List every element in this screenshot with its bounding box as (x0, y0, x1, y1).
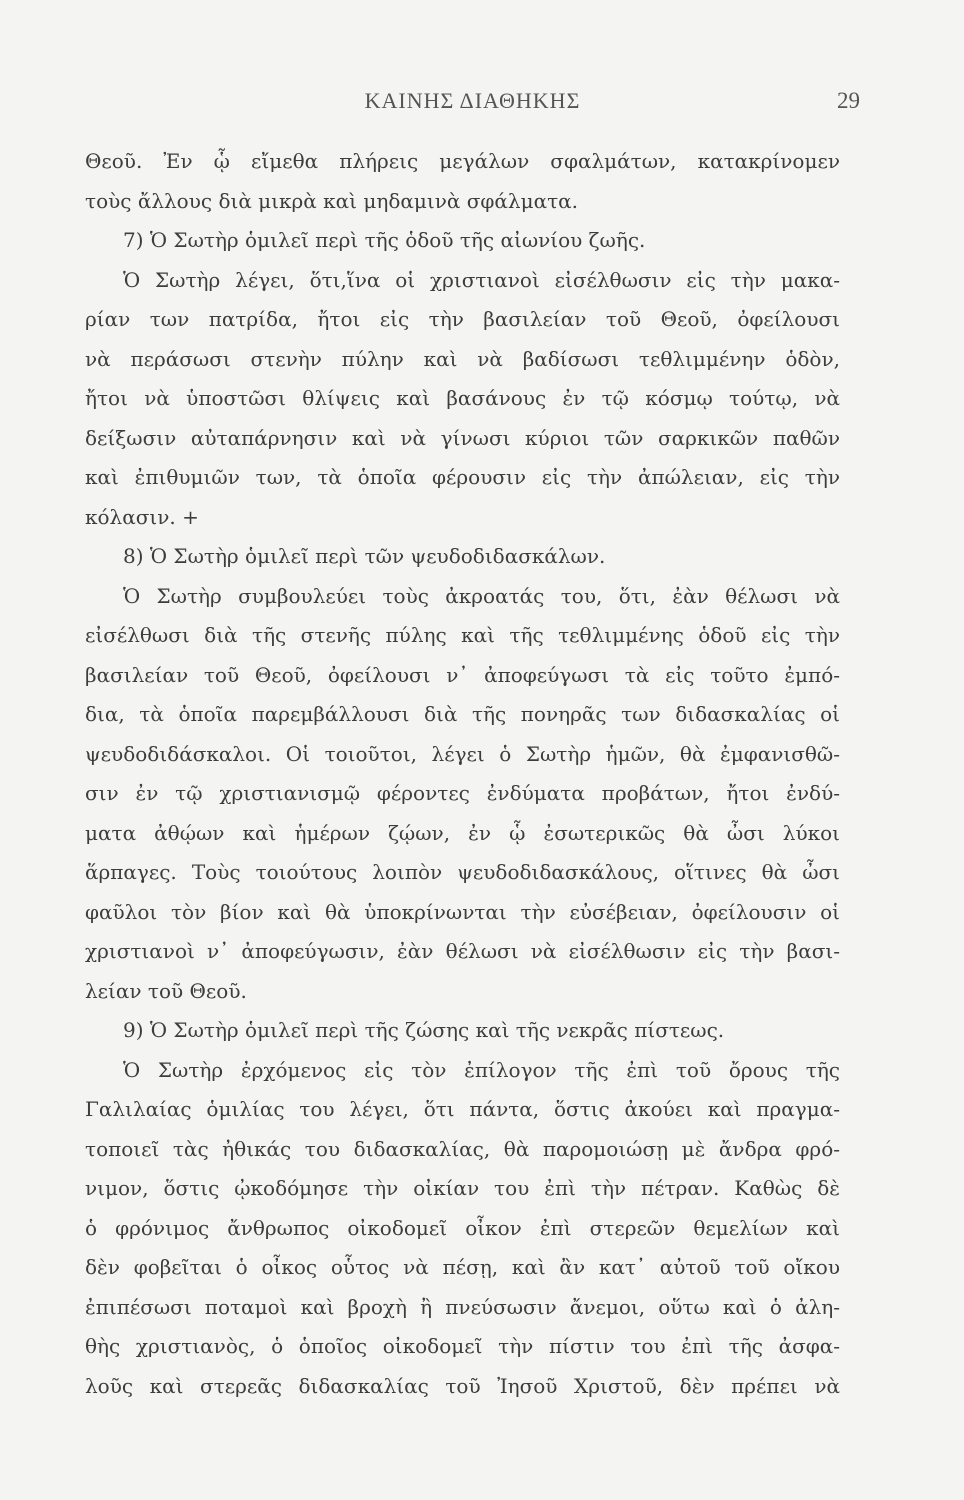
page-number: 29 (837, 88, 860, 113)
section-heading-7: 7) Ὁ Σωτὴρ ὁμιλεῖ περὶ τῆς ὁδοῦ τῆς αἰωνίου ζωῆς. (123, 228, 646, 252)
paragraph-start: Ὁ Σωτὴρ συμβουλεύει τοὺς ἀκροατάς του, ὅτι, ἐὰν θέλωσι νὰ (123, 583, 840, 608)
text-line: βασιλείαν τοῦ Θεοῦ, ὀφείλουσι ν᾽ ἀποφεύγωσι τὰ εἰς τοῦτο ἐμπό- (85, 662, 840, 687)
text-line: ὁ φρόνιμος ἄνθρωπος οἰκοδομεῖ οἶκον ἐπὶ στερεῶν θεμελίων καὶ (85, 1215, 840, 1240)
section-heading-8: 8) Ὁ Σωτὴρ ὁμιλεῖ περὶ τῶν ψευδοδιδασκάλων. (123, 544, 606, 568)
text-line: κόλασιν. + (85, 504, 199, 529)
text-line: δὲν φοβεῖται ὁ οἶκος οὗτος νὰ πέσῃ, καὶ ἂν κατ᾽ αὐτοῦ τοῦ οἴκου (85, 1255, 840, 1279)
text-line: σιν ἐν τῷ χριστιανισμῷ φέροντες ἐνδύματα προβάτων, ἤτοι ἐνδύ- (85, 781, 840, 805)
text-line: ἅρπαγες. Τοὺς τοιούτους λοιπὸν ψευδοδιδασκάλους, οἵτινες θὰ ὦσι (85, 860, 840, 884)
text-line: νιμον, ὅστις ᾠκοδόμησε τὴν οἰκίαν του ἐπὶ τὴν πέτραν. Καθὼς δὲ (85, 1176, 840, 1200)
paragraph-start: Ὁ Σωτὴρ λέγει, ὅτι,ἵνα οἱ χριστιανοὶ εἰσέλθωσιν εἰς τὴν μακα- (123, 267, 840, 292)
page-header (85, 88, 860, 128)
text-line: ρίαν των πατρίδα, ἤτοι εἰς τὴν βασιλείαν τοῦ Θεοῦ, ὀφείλουσι (85, 307, 840, 331)
text-line: θὴς χριστιανὸς, ὁ ὁποῖος οἰκοδομεῖ τὴν πίστιν του ἐπὶ τῆς ἀσφα- (85, 1334, 840, 1358)
text-line: ἤτοι νὰ ὑποστῶσι θλίψεις καὶ βασάνους ἐν τῷ κόσμῳ τούτῳ, νὰ (85, 386, 840, 410)
paragraph-start: Ὁ Σωτὴρ ἐρχόμενος εἰς τὸν ἐπίλογον τῆς ἐπὶ τοῦ ὄρους τῆς (123, 1057, 840, 1082)
text-line: καὶ ἐπιθυμιῶν των, τὰ ὁποῖα φέρουσιν εἰς τὴν ἀπώλειαν, εἰς τὴν (85, 465, 840, 489)
text-line: δείξωσιν αὐταπάρνησιν καὶ νὰ γίνωσι κύριοι τῶν σαρκικῶν παθῶν (85, 425, 840, 450)
text-line: φαῦλοι τὸν βίον καὶ θὰ ὑποκρίνωνται τὴν εὐσέβειαν, ὀφείλουσιν οἱ (85, 899, 840, 924)
running-title: ΚΑΙΝΗΣ ΔΙΑΘΗΚΗΣ (364, 88, 581, 113)
text-line: εἰσέλθωσι διὰ τῆς στενῆς πύλης καὶ τῆς τεθλιμμένης ὁδοῦ εἰς τὴν (85, 623, 840, 647)
text-line: δια, τὰ ὁποῖα παρεμβάλλουσι διὰ τῆς πονηρᾶς των διδασκαλίας οἱ (85, 702, 840, 726)
text-line: ματα ἀθῴων καὶ ἡμέρων ζῴων, ἐν ᾧ ἐσωτερικῶς θὰ ὦσι λύκοι (85, 820, 840, 845)
text-line: νὰ περάσωσι στενὴν πύλην καὶ νὰ βαδίσωσι τεθλιμμένην ὁδὸν, (85, 346, 840, 371)
text-line: τοποιεῖ τὰς ἠθικάς του διδασκαλίας, θὰ παρομοιώσῃ μὲ ἄνδρα φρό- (85, 1136, 840, 1161)
text-line: ἐπιπέσωσι ποταμοὶ καὶ βροχὴ ἢ πνεύσωσιν ἄνεμοι, οὕτω καὶ ὁ ἀλη- (85, 1294, 840, 1319)
text-line: ψευδοδιδάσκαλοι. Οἱ τοιοῦτοι, λέγει ὁ Σωτὴρ ἡμῶν, θὰ ἐμφανισθῶ- (85, 741, 840, 766)
section-heading-9: 9) Ὁ Σωτὴρ ὁμιλεῖ περὶ τῆς ζώσης καὶ τῆς νεκρᾶς πίστεως. (123, 1018, 725, 1042)
text-line: Γαλιλαίας ὁμιλίας του λέγει, ὅτι πάντα, ὅστις ἀκούει καὶ πραγμα- (85, 1097, 840, 1121)
text-line: λοῦς καὶ στερεᾶς διδασκαλίας τοῦ Ἰησοῦ Χριστοῦ, δὲν πρέπει νὰ (85, 1373, 840, 1398)
text-line: τοὺς ἄλλους διὰ μικρὰ καὶ μηδαμινὰ σφάλματα. (85, 188, 579, 213)
text-line: χριστιανοὶ ν᾽ ἀποφεύγωσιν, ἐὰν θέλωσι νὰ εἰσέλθωσιν εἰς τὴν βασι- (85, 939, 840, 963)
text-line: λείαν τοῦ Θεοῦ. (85, 978, 247, 1003)
body-text (85, 142, 840, 1406)
text-line: Θεοῦ. Ἐν ᾧ εἴμεθα πλήρεις μεγάλων σφαλμάτων, κατακρίνομεν (85, 149, 840, 173)
